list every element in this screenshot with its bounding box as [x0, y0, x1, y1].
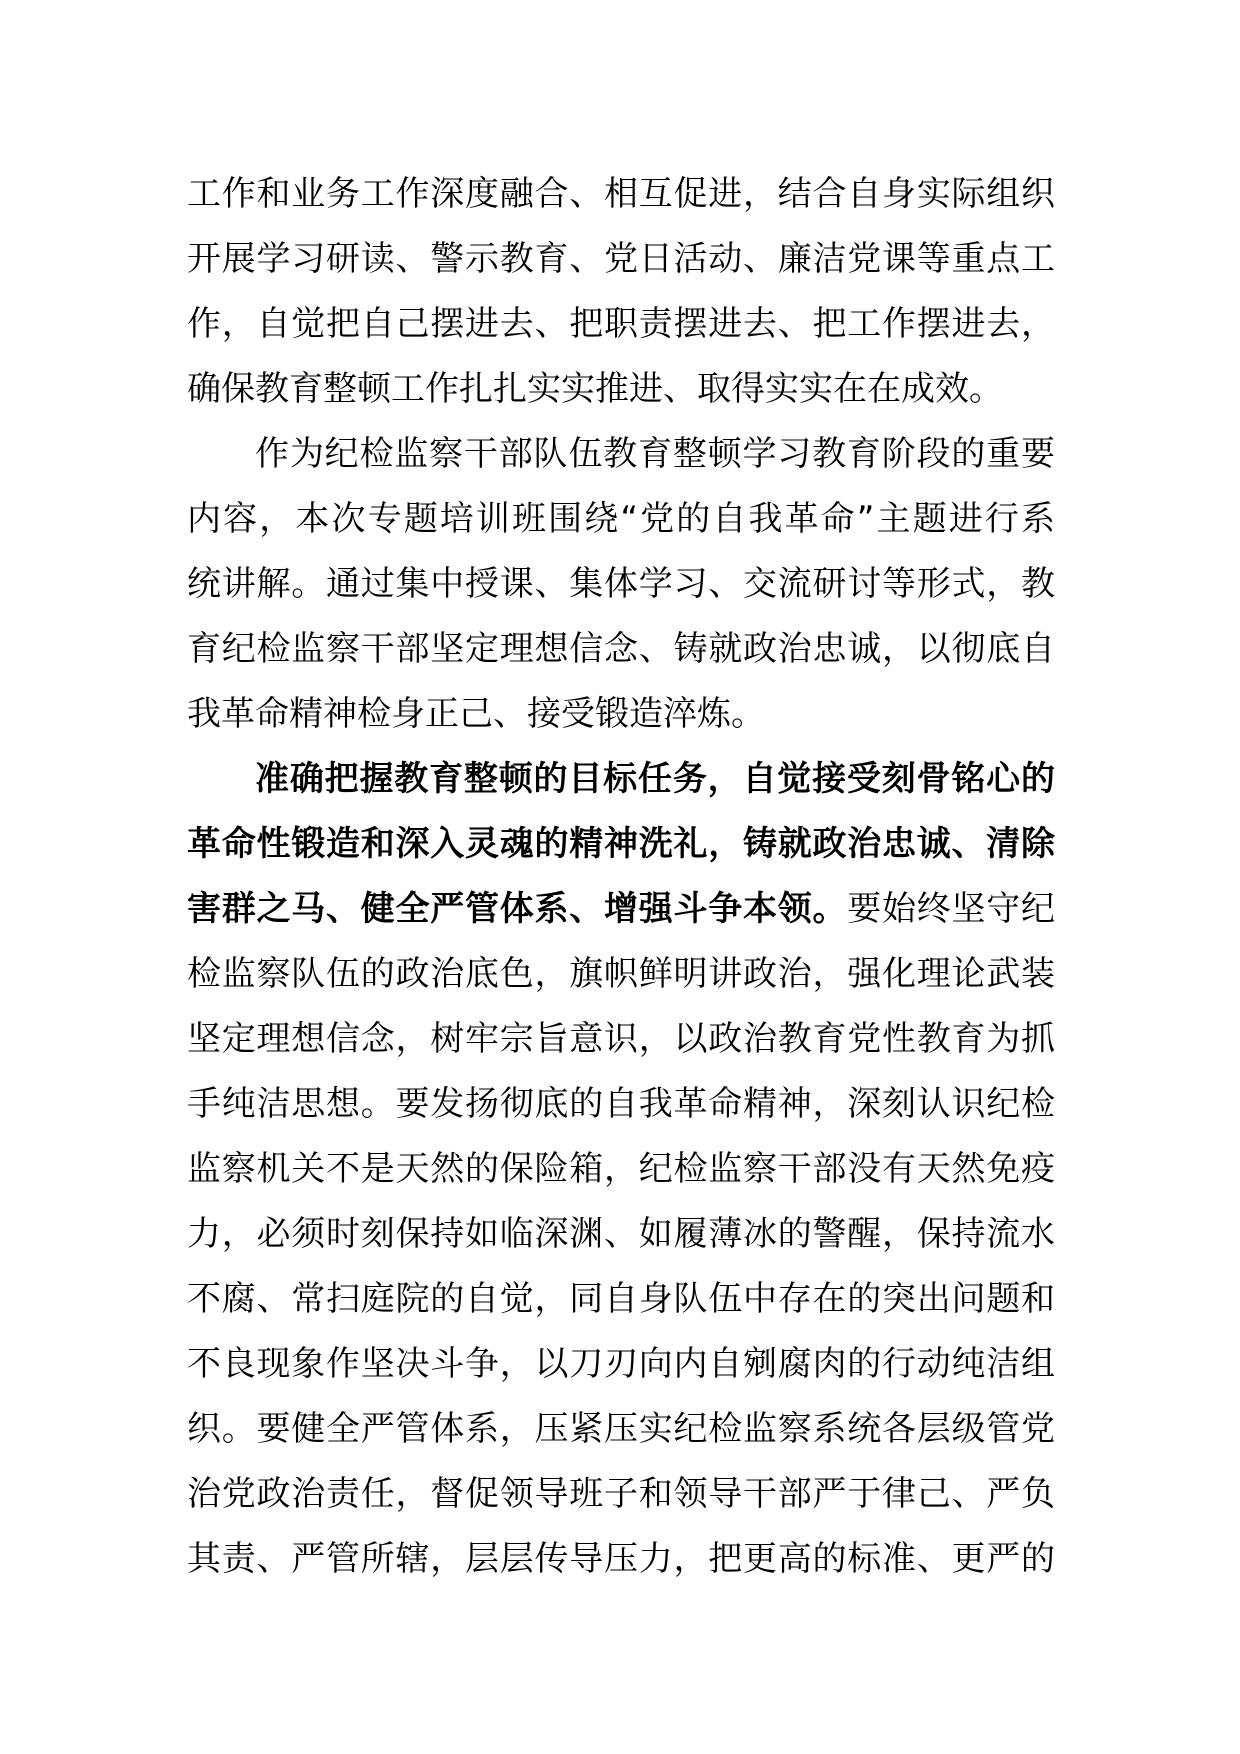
bold-text-line: 准确把握教育整顿的目标任务，自觉接受刻骨铭心的	[255, 759, 1055, 799]
text-line: 作，自觉把自己摆进去、把职责摆进去、把工作摆进去，	[187, 304, 1055, 344]
text-line: 育纪检监察干部坚定理想信念、铸就政治忠诚，以彻底自	[187, 629, 1055, 669]
paragraph-3	[187, 747, 1055, 1592]
text-line: 监察机关不是天然的保险箱，纪检监察干部没有天然免疫	[187, 1149, 1055, 1189]
text-line: 织。要健全严管体系，压紧压实纪检监察系统各层级管党	[187, 1409, 1055, 1449]
text-line: 治党政治责任，督促领导班子和领导干部严于律己、严负	[187, 1474, 1055, 1514]
text-line: 其责、严管所辖，层层传导压力，把更高的标准、更严的	[187, 1539, 1055, 1579]
text-line: 力，必须时刻保持如临深渊、如履薄冰的警醒，保持流水	[187, 1214, 1055, 1254]
text-line-continuation: 要始终坚守纪	[847, 889, 1055, 929]
text-line: 检监察队伍的政治底色，旗帜鲜明讲政治，强化理论武装	[187, 954, 1055, 994]
text-line: 坚定理想信念，树牢宗旨意识，以政治教育党性教育为抓	[187, 1019, 1055, 1059]
text-line: 工作和业务工作深度融合、相互促进，结合自身实际组织	[187, 174, 1055, 214]
text-line: 统讲解。通过集中授课、集体学习、交流研讨等形式，教	[187, 564, 1055, 604]
paragraph-2	[187, 422, 1055, 747]
text-line: 确保教育整顿工作扎扎实实推进、取得实实在在成效。	[187, 369, 1003, 409]
document-body	[187, 162, 1055, 1592]
text-line: 作为纪检监察干部队伍教育整顿学习教育阶段的重要	[255, 434, 1055, 474]
paragraph-1	[187, 162, 1055, 422]
bold-heading-end: 害群之马、健全严管体系、增强斗争本领。	[187, 889, 848, 929]
text-line: 我革命精神检身正己、接受锻造淬炼。	[187, 694, 765, 734]
bold-text-line: 革命性锻造和深入灵魂的精神洗礼，铸就政治忠诚、清除	[187, 824, 1055, 864]
text-line-mixed	[187, 877, 1055, 942]
text-line: 不腐、常扫庭院的自觉，同自身队伍中存在的突出问题和	[187, 1279, 1055, 1319]
text-line: 开展学习研读、警示教育、党日活动、廉洁党课等重点工	[187, 239, 1055, 279]
text-line: 手纯洁思想。要发扬彻底的自我革命精神，深刻认识纪检	[187, 1084, 1055, 1124]
text-line: 不良现象作坚决斗争，以刀刃向内自剜腐肉的行动纯洁组	[187, 1344, 1055, 1384]
text-line: 内容，本次专题培训班围绕“党的自我革命”主题进行系	[187, 499, 1055, 539]
